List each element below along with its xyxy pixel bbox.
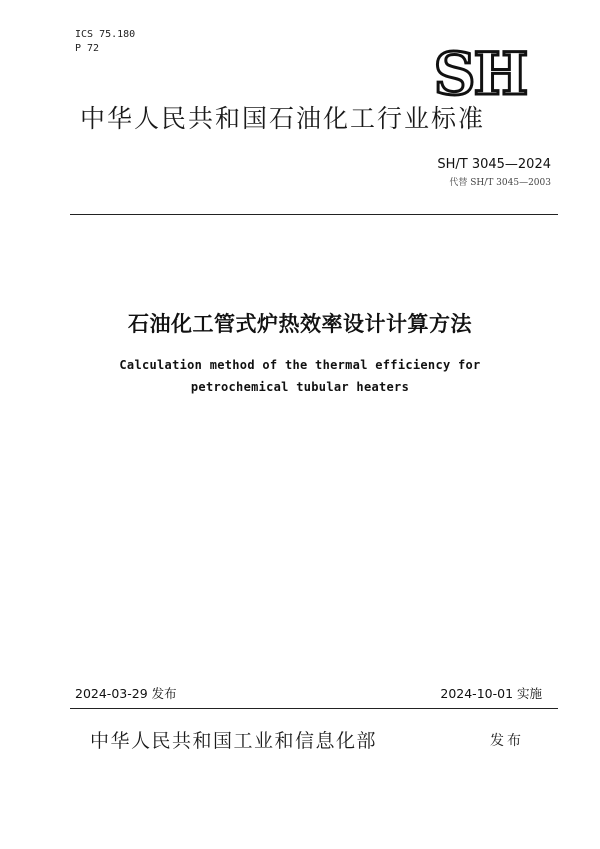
bottom-divider <box>70 708 558 709</box>
ics-code: ICS 75.180 <box>75 29 136 40</box>
issue-action: 发布 <box>490 733 524 749</box>
english-title-line-2: petrochemical tubular heaters <box>190 380 410 394</box>
issuing-authority: 中华人民共和国工业和信息化部 <box>90 730 378 752</box>
effective-date: 2024-10-01 实施 <box>440 686 542 701</box>
standard-number: SH/T 3045—2024 <box>437 157 551 172</box>
english-title-line-1: Calculation method of the thermal efficiency for <box>119 358 481 372</box>
issue-date: 2024-03-29 发布 <box>75 686 177 701</box>
classification-code: P 72 <box>75 43 100 54</box>
sh-logo <box>420 44 540 102</box>
document-title-english <box>0 354 600 398</box>
replaces-standard: 代替 SH/T 3045—2003 <box>449 178 551 188</box>
top-divider <box>70 214 558 215</box>
sh-logo-text: SH <box>433 44 527 102</box>
standard-category: 中华人民共和国石油化工行业标准 <box>80 104 486 133</box>
document-title-chinese: 石油化工管式炉热效率设计计算方法 <box>128 312 472 336</box>
